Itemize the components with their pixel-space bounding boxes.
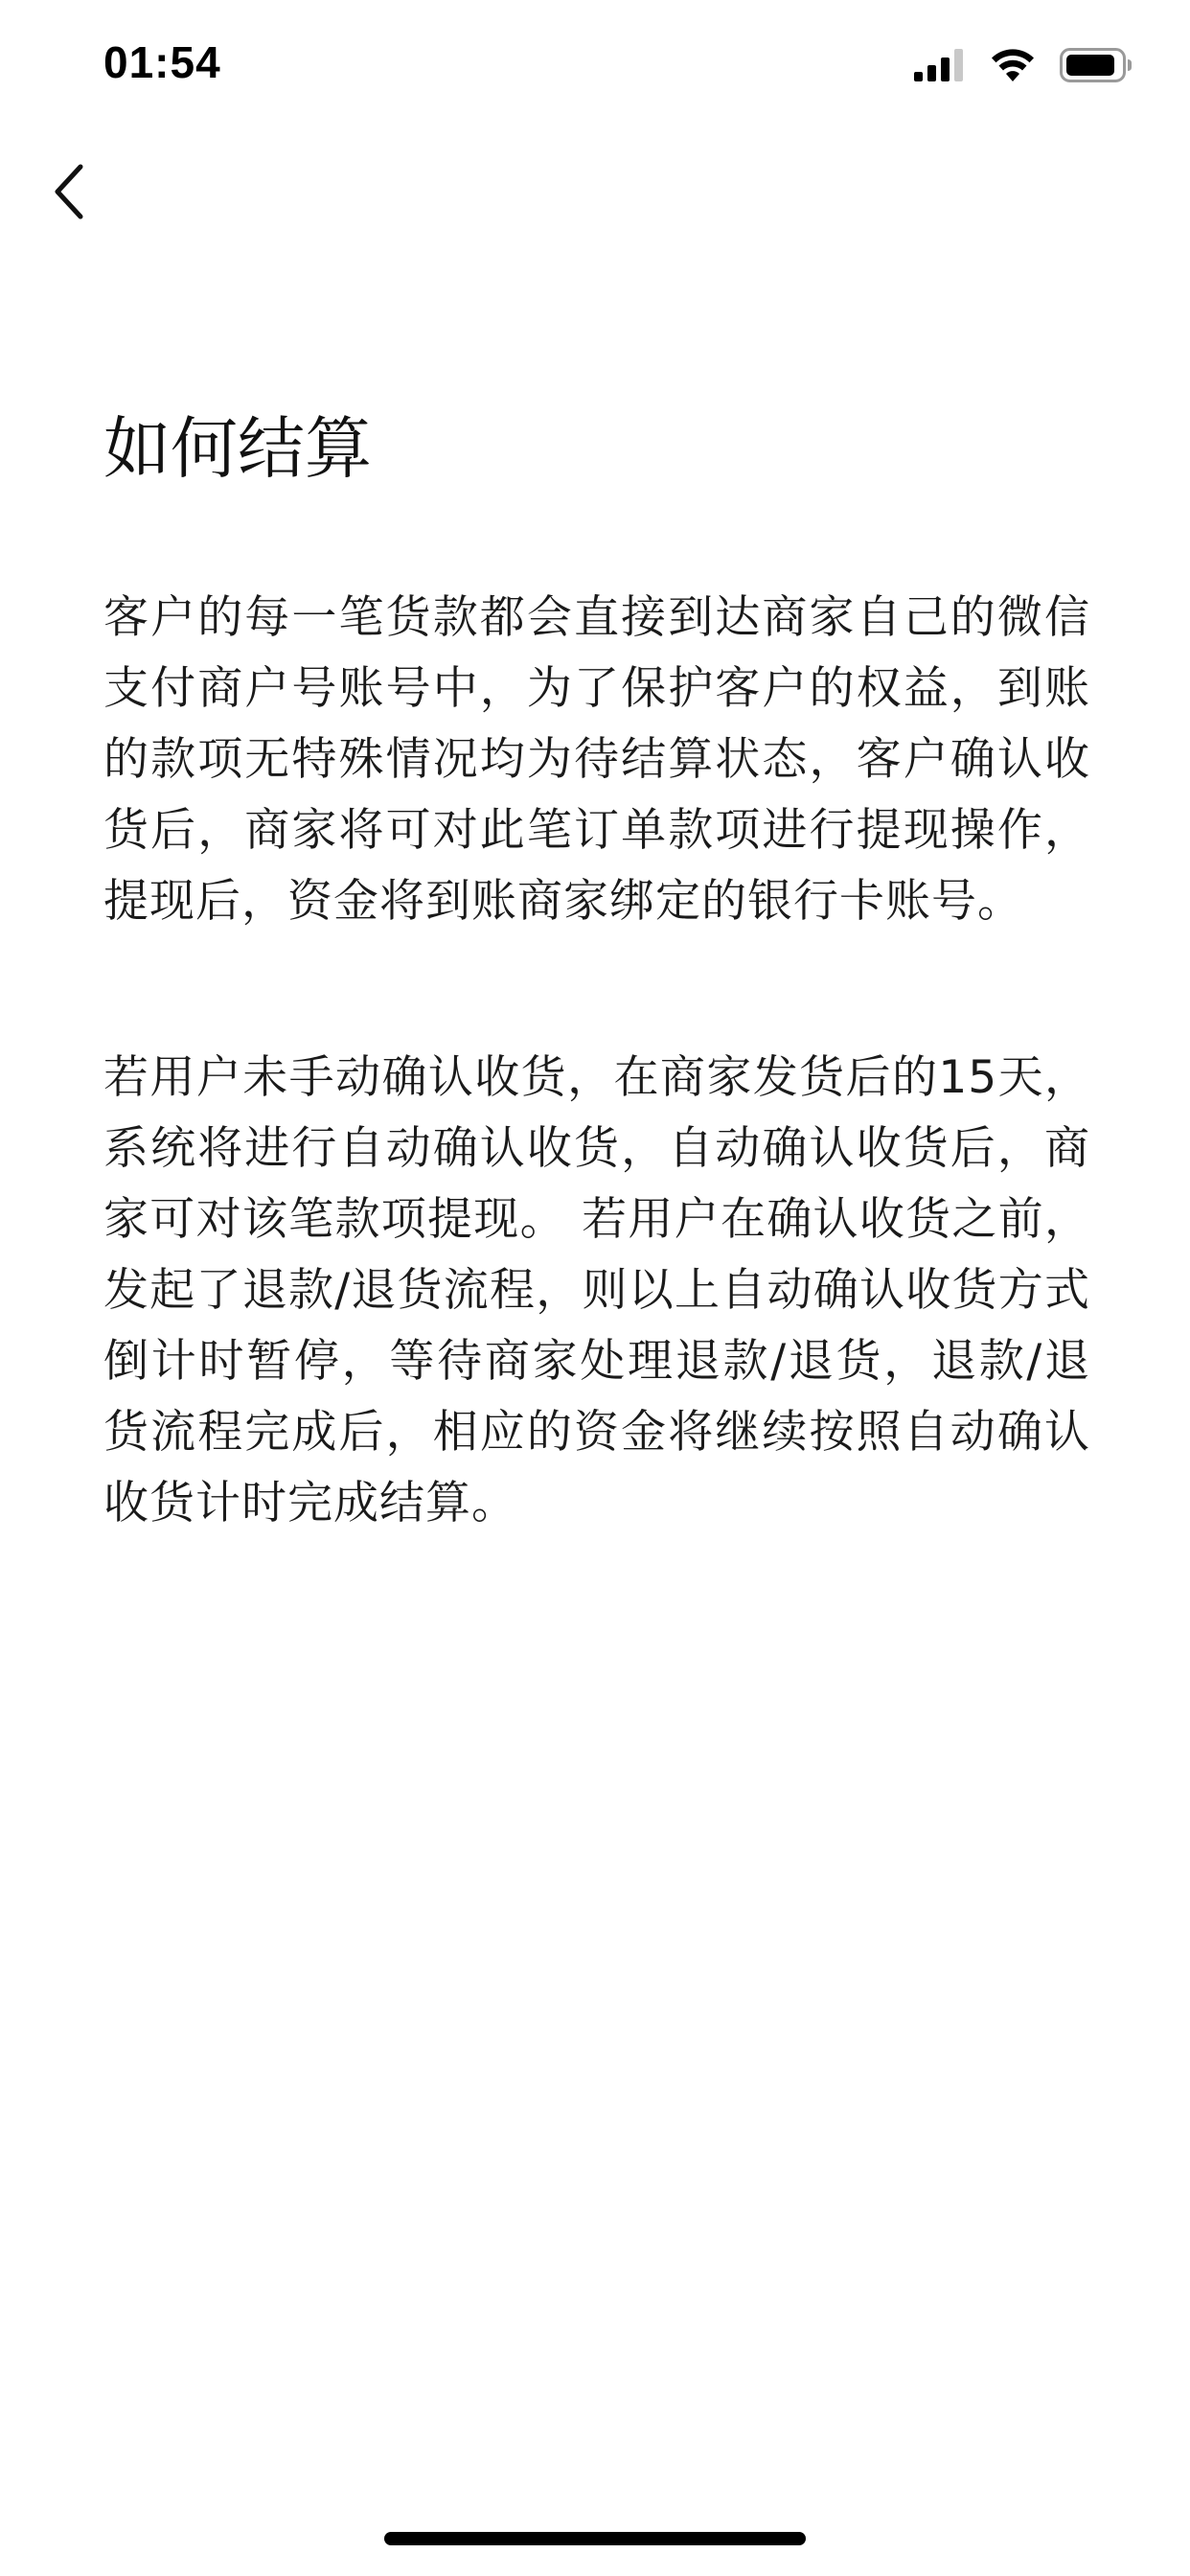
status-time: 01:54 bbox=[103, 37, 221, 87]
page-title: 如何结算 bbox=[103, 409, 372, 488]
status-icons bbox=[914, 46, 1133, 84]
back-button[interactable] bbox=[34, 155, 107, 228]
home-indicator[interactable] bbox=[384, 2532, 806, 2545]
article-content bbox=[103, 402, 1090, 1539]
nav-bar bbox=[0, 134, 1190, 249]
status-bar bbox=[0, 0, 1190, 126]
auto-confirm-paragraph: 若用户未手动确认收货，在商家发货后的15天，系统将进行自动确认收货，自动确认收货后，商家可对该笔款项提现。 若用户在确认收货之前，发起了退款/退货流程，则以上自动确认收货方式倒计时暂停，等待商家处理退款/退货，退款/退货流程完成后，相应的资金将继续按照自动确认收货计时完成结算。 bbox=[103, 1051, 1090, 1530]
battery-icon bbox=[1060, 48, 1133, 82]
wifi-icon bbox=[991, 49, 1035, 81]
chevron-left-icon bbox=[52, 163, 90, 220]
settlement-paragraph: 客户的每一笔货款都会直接到达商家自己的微信支付商户号账号中，为了保护客户的权益，到账的款项无特殊情况均为待结算状态，客户确认收货后，商家将可对此笔订单款项进行提现操作，提现后，资金将到账商家绑定的银行卡账号。 bbox=[103, 591, 1090, 928]
signal-icon bbox=[914, 49, 966, 81]
